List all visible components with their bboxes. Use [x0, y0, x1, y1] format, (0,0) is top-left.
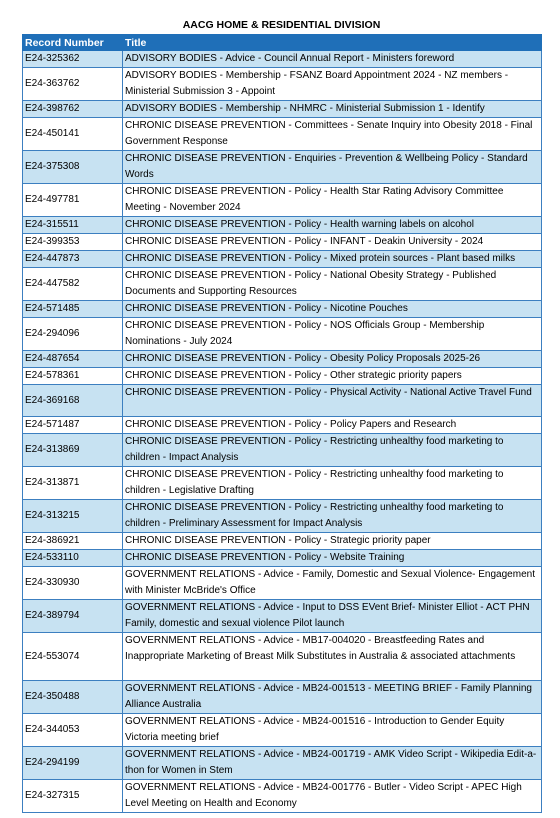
table-row	[23, 318, 542, 351]
title-cell: GOVERNMENT RELATIONS - Advice - MB24-001516 - Introduction to Gender Equity Victoria meeting brief	[123, 714, 542, 747]
record-number-cell: E24-571485	[23, 301, 123, 318]
table-row	[23, 385, 542, 417]
record-number-cell: E24-447582	[23, 268, 123, 301]
table-row	[23, 184, 542, 217]
title-cell: CHRONIC DISEASE PREVENTION - Policy - Mixed protein sources - Plant based milks	[123, 251, 542, 268]
record-number-cell: E24-294199	[23, 747, 123, 780]
title-cell: GOVERNMENT RELATIONS - Advice - MB24-001719 - AMK Video Script - Wikipedia Edit-a-thon for Women in Stem	[123, 747, 542, 780]
table-row	[23, 780, 542, 813]
title-cell: CHRONIC DISEASE PREVENTION - Policy - Restricting unhealthy food marketing to children - Legislative Drafting	[123, 467, 542, 500]
title-cell: CHRONIC DISEASE PREVENTION - Policy - Obesity Policy Proposals 2025-26	[123, 351, 542, 368]
table-row	[23, 567, 542, 600]
record-number-cell: E24-578361	[23, 368, 123, 385]
record-number-cell: E24-533110	[23, 550, 123, 567]
record-number-cell: E24-350488	[23, 681, 123, 714]
table-row	[23, 217, 542, 234]
title-cell: CHRONIC DISEASE PREVENTION - Committees - Senate Inquiry into Obesity 2018 - Final Government Response	[123, 118, 542, 151]
record-number-cell: E24-313215	[23, 500, 123, 533]
table-row	[23, 633, 542, 681]
column-header-title: Title	[123, 35, 542, 51]
title-cell: CHRONIC DISEASE PREVENTION - Policy - Website Training	[123, 550, 542, 567]
record-number-cell: E24-313871	[23, 467, 123, 500]
record-number-cell: E24-325362	[23, 51, 123, 68]
record-number-cell: E24-363762	[23, 68, 123, 101]
table-row	[23, 151, 542, 184]
table-row	[23, 368, 542, 385]
table-row	[23, 600, 542, 633]
record-number-cell: E24-386921	[23, 533, 123, 550]
record-number-cell: E24-327315	[23, 780, 123, 813]
record-number-cell: E24-330930	[23, 567, 123, 600]
title-cell: CHRONIC DISEASE PREVENTION - Policy - Nicotine Pouches	[123, 301, 542, 318]
record-number-cell: E24-553074	[23, 633, 123, 681]
table-row	[23, 714, 542, 747]
table-body	[23, 51, 542, 813]
table-row	[23, 434, 542, 467]
table-row	[23, 101, 542, 118]
table-row	[23, 268, 542, 301]
title-cell: CHRONIC DISEASE PREVENTION - Policy - Policy Papers and Research	[123, 417, 542, 434]
record-number-cell: E24-450141	[23, 118, 123, 151]
record-number-cell: E24-487654	[23, 351, 123, 368]
title-cell: GOVERNMENT RELATIONS - Advice - MB24-001513 - MEETING BRIEF - Family Planning Alliance Australia	[123, 681, 542, 714]
table-row	[23, 351, 542, 368]
title-cell: CHRONIC DISEASE PREVENTION - Policy - NOS Officials Group - Membership Nominations - July 2024	[123, 318, 542, 351]
table-header-row	[23, 35, 542, 51]
table-row	[23, 68, 542, 101]
record-number-cell: E24-375308	[23, 151, 123, 184]
record-number-cell: E24-315511	[23, 217, 123, 234]
title-cell: ADVISORY BODIES - Membership - FSANZ Board Appointment 2024 - NZ members - Ministerial Submission 3 - Appoint	[123, 68, 542, 101]
table-row	[23, 417, 542, 434]
table-row	[23, 747, 542, 780]
table-row	[23, 467, 542, 500]
table-row	[23, 500, 542, 533]
document-title: AACG HOME & RESIDENTIAL DIVISION	[182, 19, 381, 31]
record-number-cell: E24-294096	[23, 318, 123, 351]
record-number-cell: E24-447873	[23, 251, 123, 268]
title-cell: CHRONIC DISEASE PREVENTION - Policy - Physical Activity - National Active Travel Fund	[123, 385, 542, 417]
title-cell: CHRONIC DISEASE PREVENTION - Policy - INFANT - Deakin University - 2024	[123, 234, 542, 251]
title-cell: CHRONIC DISEASE PREVENTION - Policy - Health Star Rating Advisory Committee Meeting - November 2024	[123, 184, 542, 217]
title-cell: CHRONIC DISEASE PREVENTION - Policy - Restricting unhealthy food marketing to children - Impact Analysis	[123, 434, 542, 467]
title-cell: ADVISORY BODIES - Advice - Council Annual Report - Ministers foreword	[123, 51, 542, 68]
document	[22, 17, 541, 813]
column-header-record-number: Record Number	[23, 35, 123, 51]
record-number-cell: E24-497781	[23, 184, 123, 217]
title-cell: CHRONIC DISEASE PREVENTION - Policy - National Obesity Strategy - Published Documents and Supporting Resources	[123, 268, 542, 301]
record-number-cell: E24-398762	[23, 101, 123, 118]
record-number-cell: E24-571487	[23, 417, 123, 434]
table-row	[23, 550, 542, 567]
title-cell: ADVISORY BODIES - Membership - NHMRC - Ministerial Submission 1 - Identify	[123, 101, 542, 118]
title-cell: CHRONIC DISEASE PREVENTION - Policy - Other strategic priority papers	[123, 368, 542, 385]
record-number-cell: E24-369168	[23, 385, 123, 417]
record-number-cell: E24-344053	[23, 714, 123, 747]
table-row	[23, 234, 542, 251]
record-number-cell: E24-399353	[23, 234, 123, 251]
title-cell: GOVERNMENT RELATIONS - Advice - Input to DSS EVent Brief- Minister Elliot - ACT PHN Family, domestic and sexual violence Pilot launch	[123, 600, 542, 633]
table-row	[23, 51, 542, 68]
title-cell: CHRONIC DISEASE PREVENTION - Enquiries - Prevention & Wellbeing Policy - Standard Words	[123, 151, 542, 184]
title-cell: CHRONIC DISEASE PREVENTION - Policy - Restricting unhealthy food marketing to children - Preliminary Assessment for Impact Analysis	[123, 500, 542, 533]
record-number-cell: E24-313869	[23, 434, 123, 467]
record-number-cell: E24-389794	[23, 600, 123, 633]
records-table	[22, 34, 542, 813]
table-row	[23, 681, 542, 714]
table-row	[23, 301, 542, 318]
title-cell: GOVERNMENT RELATIONS - Advice - MB17-004020 - Breastfeeding Rates and Inappropriate Marketing of Breast Milk Substitutes in Australia & associated attachments	[123, 633, 542, 681]
table-row	[23, 533, 542, 550]
title-cell: CHRONIC DISEASE PREVENTION - Policy - Strategic priority paper	[123, 533, 542, 550]
title-cell: GOVERNMENT RELATIONS - Advice - Family, Domestic and Sexual Violence- Engagement with Minister McBride's Office	[123, 567, 542, 600]
title-cell: CHRONIC DISEASE PREVENTION - Policy - Health warning labels on alcohol	[123, 217, 542, 234]
table-row	[23, 118, 542, 151]
table-row	[23, 251, 542, 268]
title-cell: GOVERNMENT RELATIONS - Advice - MB24-001776 - Butler - Video Script - APEC High Level Meeting on Health and Economy	[123, 780, 542, 813]
